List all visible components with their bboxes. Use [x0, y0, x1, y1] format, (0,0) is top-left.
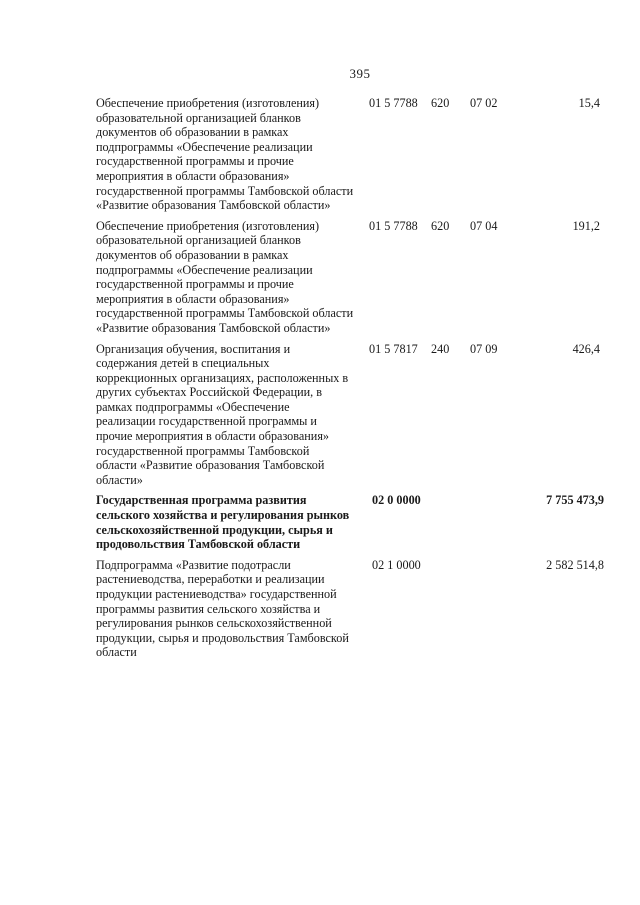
- table-row-subprogram: [0, 558, 640, 660]
- budget-table: [0, 96, 640, 660]
- table-row: [0, 96, 640, 213]
- row-target-code: 01 5 7788: [369, 218, 418, 233]
- row-target-code: 02 1 0000: [372, 557, 421, 572]
- page-number: 395: [349, 66, 371, 81]
- row-section: 07 04: [470, 218, 498, 233]
- row-amount: 2 582 514,8: [546, 557, 604, 572]
- row-expense-type: 620: [431, 96, 450, 110]
- row-expense-type: 240: [431, 341, 450, 356]
- row-description: Подпрограмма «Развитие подотрасли растениеводства, переработки и реализации продукции растениеводства» государственной программы развития сельского хозяйства и регулирования рынков сельскохозяйственной продукции, сырья и продовольствия Тамбовской области: [96, 557, 349, 660]
- row-section: 07 09: [470, 341, 498, 356]
- row-description: Обеспечение приобретения (изготовления) образовательной организацией бланков документов об образовании в рамках подпрограммы «Обеспечение реализации государственной программы и прочие мероприятия в области образования» государственной программы Тамбовской области «Развитие образования Тамбовской области»: [96, 96, 354, 213]
- row-amount: 15,4: [578, 96, 600, 110]
- row-expense-type: 620: [431, 218, 450, 233]
- row-amount: 7 755 473,9: [546, 493, 604, 508]
- row-description: Обеспечение приобретения (изготовления) образовательной организацией бланков документов об образовании в рамках подпрограммы «Обеспечение реализации государственной программы и прочие мероприятия в области образования» государственной программы Тамбовской области «Развитие образования Тамбовской области»: [96, 218, 354, 335]
- row-amount: 426,4: [572, 341, 600, 356]
- row-target-code: 02 0 0000: [372, 493, 421, 508]
- row-section: 07 02: [470, 96, 498, 110]
- row-target-code: 01 5 7788: [369, 96, 418, 110]
- table-row-program: [0, 493, 640, 551]
- row-amount: 191,2: [572, 218, 600, 233]
- table-row: [0, 342, 640, 488]
- table-row: [0, 219, 640, 336]
- row-description: Государственная программа развития сельского хозяйства и регулирования рынков сельскохозяйственной продукции, сырья и продовольствия Тамбовской области: [96, 493, 350, 552]
- row-target-code: 01 5 7817: [369, 341, 418, 356]
- row-description: Организация обучения, воспитания и содержания детей в специальных коррекционных организациях, расположенных в других субъектах Российской Федерации, в рамках подпрограммы «Обеспечение реализации государственной программы и прочие мероприятия в области образования» государственной программы Тамбовской области «Развитие образования Тамбовской области»: [96, 341, 349, 487]
